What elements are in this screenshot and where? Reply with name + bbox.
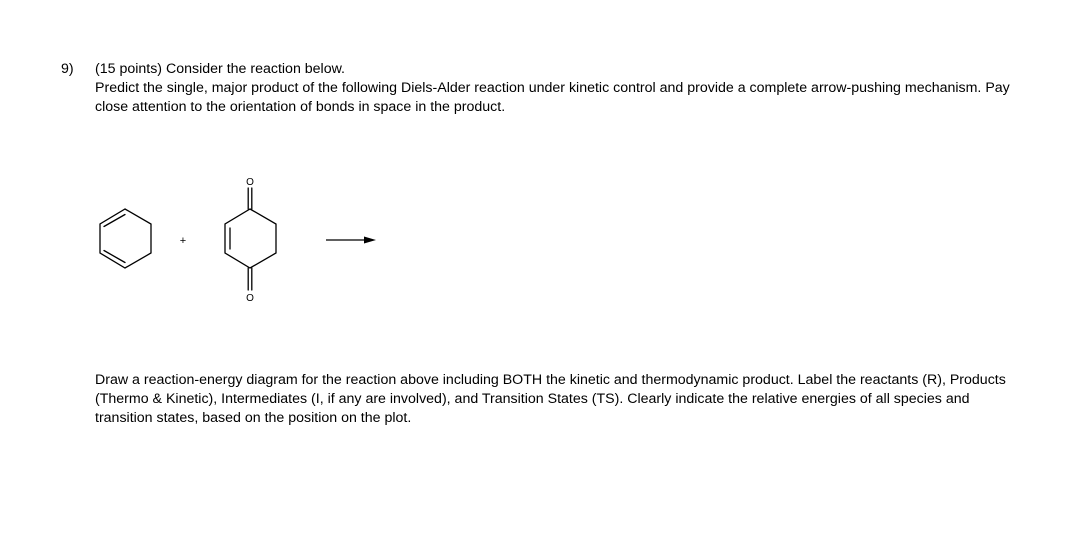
question-number: 9)	[61, 61, 74, 77]
question-header: (15 points) Consider the reaction below.	[95, 61, 345, 77]
energy-diagram-instruction: Draw a reaction-energy diagram for the reaction above including BOTH the kinetic and thermodynamic product. Label the reactants (R), Products (Thermo & Kinetic), Intermediates (I, if any are involved), and Transition States (TS). Clearly indicate the relative energies of all species and transition states, based on the position on the plot.	[95, 372, 1006, 426]
cyclohexadiene-structure	[100, 209, 151, 268]
plus-sign: +	[179, 235, 187, 247]
oxygen-label-bottom: O	[246, 293, 254, 304]
reaction-arrow	[326, 237, 376, 244]
cyclohexenedione-structure	[225, 188, 276, 290]
question-prompt: Predict the single, major product of the following Diels-Alder reaction under kinetic control and provide a complete arrow-pushing mechanism. Pay close attention to the orientation of bonds in space in the product.	[95, 80, 1010, 115]
oxygen-label-top: O	[246, 177, 254, 188]
